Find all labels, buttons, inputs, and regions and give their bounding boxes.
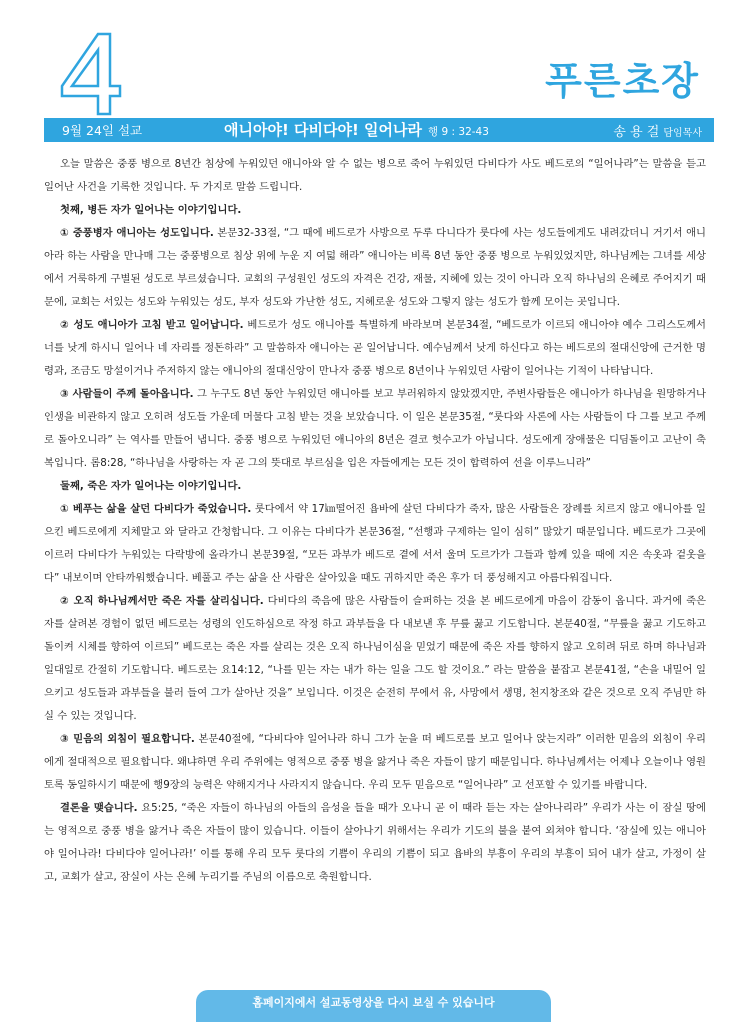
preacher-name: 송 용 걸: [613, 125, 660, 140]
footer-banner: 홈페이지에서 설교동영상을 다시 보실 수 있습니다: [196, 990, 551, 1022]
paragraph-1-2: [44, 314, 706, 383]
conclusion-paragraph: [44, 797, 706, 889]
paragraph-lead: ② 성도 애니아가 고침 받고 일어납니다.: [60, 319, 244, 331]
paragraph-lead: ③ 사람들이 주께 돌아옵니다.: [60, 388, 194, 400]
paragraph-text: 본문32-33절, “그 때에 베드로가 사방으로 두루 다니다가 룻다에 사는 성도들에게도 내려갔더니 거기서 애니아라 하는 사람을 만나매 그는 중풍병으로 침상 위에 누운 지 여덟 해라” 애니아는 비록 8년 동안 중풍 병으로 누워있었지만, 하나님께는 그녀를 세상에서 거룩하게 구별된 성도로 부르셨습니다. 교회의 구성원인 성도의 자격은 건강, 재물, 지혜에 있는 것이 아니라 오직 하나님의 은혜로 주어지기 때문에, 교회는 서있는 성도와 누워있는 성도, 부자 성도와 가난한 성도, 지혜로운 성도와 그렇지 않는 성도가 함께 모이는 곳입니다.: [44, 227, 706, 308]
section-heading-2: 둘째, 죽은 자가 일어나는 이야기입니다.: [60, 480, 242, 492]
paragraph-1-3: [44, 383, 706, 475]
paragraph-lead: ② 오직 하나님께서만 죽은 자를 살리십니다.: [60, 595, 264, 607]
paragraph-text: 다비다의 죽음에 많은 사람들이 슬퍼하는 것을 본 베드로에게 마음이 감동이 옵니다. 과거에 죽은 자를 살려본 경험이 없던 베드로는 성령의 인도하심으로 작정 하고 과부들을 다 내보낸 후 무릎 꿇고 기도합니다. 본문40절, “무릎을 꿇고 기도하고 돌이켜 시체를 향하여 이르되” 베드로는 죽은 자를 살리는 것은 오직 하나님이심을 믿었기 때문에 죽은 자를 향하지 않고 오히려 뒤로 하며 하나님과 일대일로 간절히 기도합니다. 베드로는 요14:12, “나를 믿는 자는 내가 하는 일을 그도 할 것이요.” 라는 말씀을 붙잡고 본문41절, “손을 내밀어 일으키고 성도들과 과부들을 불러 들여 그가 살아난 것을” 보입니다. 이것은 순전히 무에서 유, 사망에서 생명, 천지창조와 같은 것으로 오직 주님만 하실 수 있는 것입니다.: [44, 595, 707, 722]
paragraph-text: 요5:25, “죽은 자들이 하나님의 아들의 음성을 들을 때가 오나니 곧 이 때라 듣는 자는 살아나리라” 우리가 사는 이 잠실 땅에는 영적으로 중풍 병을 앓거나 죽은 자들이 많이 있습니다. 이들이 살아나기 위해서는 우리가 기도의 불을 붙여 외쳐야 합니다. ‘잠실에 있는 애니아야 일어나라! 다비다야 일어나라!’ 이를 통해 우리 모두 룻다의 기쁨이 우리의 기쁨이 되고 욥바의 부흥이 우리의 부흥이 되어 내가 살고, 가정이 살고, 교회가 살고, 잠실이 사는 은혜 누리기를 주님의 이름으로 축원합니다.: [44, 802, 707, 883]
paragraph-2-3: [44, 728, 706, 797]
scripture-reference: 행 9 : 32-43: [428, 126, 489, 138]
paragraph-1-1: [44, 222, 706, 314]
section-heading-1: 첫째, 병든 자가 일어나는 이야기입니다.: [60, 204, 242, 216]
preacher: [613, 121, 702, 140]
paragraph-text: 그 누구도 8년 동안 누워있던 애니아를 보고 부러워하지 않았겠지만, 주변사람들은 애니아가 하나님을 원망하거나 인생을 비관하지 않고 오히려 성도들 가운데 머물다 고침 받는 것을 보았습니다. 이 일은 본문35절, “룻다와 사론에 사는 사람들이 다 그를 보고 주께로 돌아오니라” 는 역사를 만들어 냅니다. 중풍 병으로 누워있던 애니아의 8년은 결코 헛수고가 아닙니다. 성도에게 장애물은 디딤돌이고 고난이 축복입니다. 롬8:28, “하나님을 사랑하는 자 곧 그의 뜻대로 부르심을 입은 자들에게는 모든 것이 합력하여 선을 이루느니라”: [44, 388, 706, 469]
sermon-title-text: 애니아야! 다비다야! 일어나라: [224, 121, 423, 139]
paragraph-text: 본문40절에, “다비다야 일어나라 하니 그가 눈을 떠 베드로를 보고 일어나 앉는지라” 이러한 믿음의 외침이 우리에게 절대적으로 필요합니다. 왜냐하면 우리 주위에는 영적으로 중풍 병을 앓거나 죽은 자들이 많기 때문입니다. 하나님께서는 어제나 오늘이나 영원토록 동일하시기 때문에 행9장의 능력은 약해지거나 사라지지 않습니다. 우리 모두 믿음으로 “일어나라” 고 선포할 수 있기를 바랍니다.: [44, 733, 706, 791]
paragraph-lead: ③ 믿음의 외침이 필요합니다.: [60, 733, 195, 745]
paragraph-2-2: [44, 590, 706, 728]
paragraph-text: 룻다에서 약 17㎞떨어진 욥바에 살던 다비다가 죽자, 많은 사람들은 장례를 치르지 않고 애니아를 일으킨 베드로에게 지체말고 와 달라고 간청합니다. 그 이유는 다비다가 본문36절, “선행과 구제하는 일이 심히” 많았기 때문입니다. 베드로가 그곳에 이르러 다비다가 누워있는 다락방에 올라가니 본문39절, “모든 과부가 베드로 곁에 서서 울며 도르가가 그들과 함께 있을 때에 지은 속옷과 겉옷을 다” 내보이며 안타까워했습니다. 베풀고 주는 삶을 산 사람은 살아있을 때도 귀하지만 죽은 후가 더 풍성해지고 아름다워집니다.: [44, 503, 706, 584]
brand-title: 푸른초장: [545, 59, 700, 103]
sermon-title-bar: [44, 118, 714, 142]
sermon-title: [224, 119, 489, 140]
paragraph-2-1: [44, 498, 706, 590]
sermon-body: [44, 153, 706, 889]
page-number-4: [58, 30, 122, 116]
paragraph-text: 베드로가 성도 애니아를 특별하게 바라보며 본문34절, “베드로가 이르되 애니아야 예수 그리스도께서 너를 낫게 하시니 일어나 네 자리를 정돈하라” 고 말씀하자 애니아는 곧 일어납니다. 예수님께서 낫게 하신다고 하는 베드로의 절대신앙에 근거한 명령과, 조금도 망설이거나 주저하지 않는 애니아의 절대신앙이 만나자 중풍 병으로 8년이나 누워있던 사람이 일어나는 기적이 나타납니다.: [44, 319, 706, 377]
paragraph-lead: ① 중풍병자 애니아는 성도입니다.: [60, 227, 214, 239]
preacher-role: 담임목사: [663, 128, 702, 139]
intro-paragraph: 오늘 말씀은 중풍 병으로 8년간 침상에 누워있던 애니아와 알 수 없는 병으로 죽어 누워있던 다비다가 사도 베드로의 “일어나라”는 말씀을 듣고 일어난 사건을 기록한 것입니다. 두 가지로 말씀 드립니다.: [44, 158, 706, 193]
paragraph-lead: 결론을 맺습니다.: [60, 802, 138, 814]
sermon-date: 9월 24일 설교: [62, 123, 143, 138]
paragraph-lead: ① 베푸는 삶을 살던 다비다가 죽었습니다.: [60, 503, 252, 515]
